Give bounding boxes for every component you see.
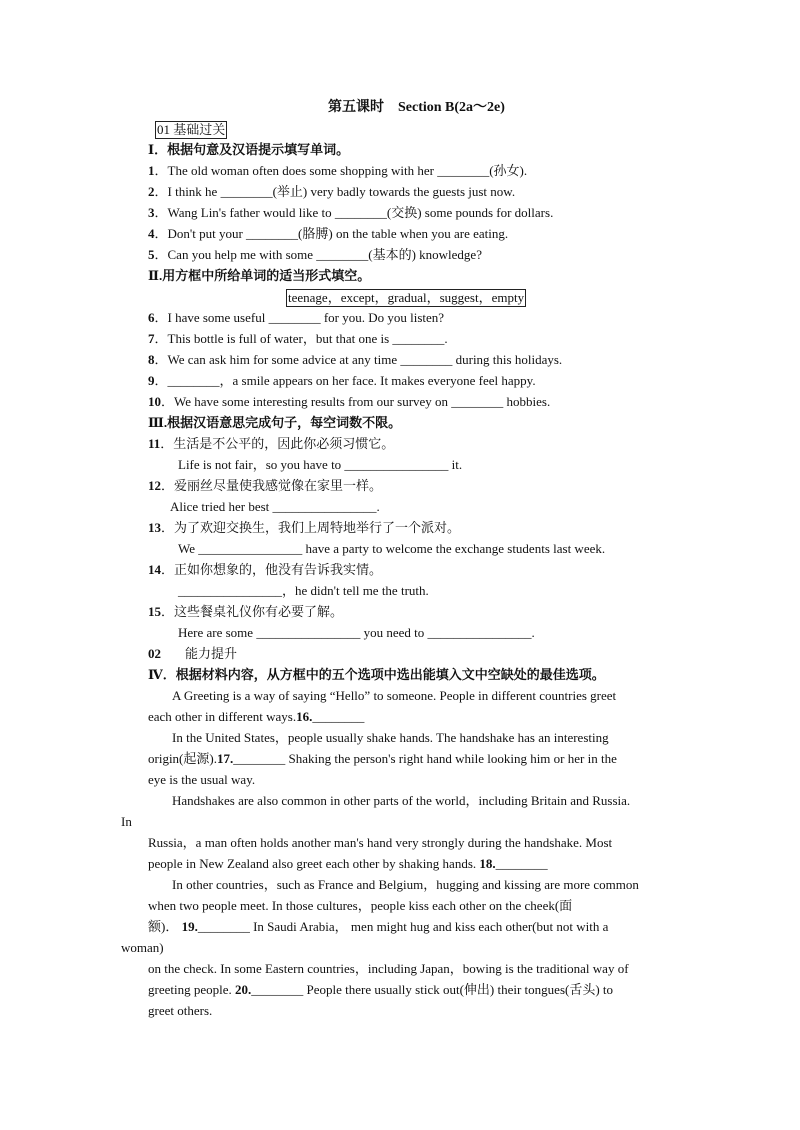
part2-heading: Ⅱ.用方框中所给单词的适当形式填空。 xyxy=(148,268,371,283)
passage-line: greet others. xyxy=(148,1003,213,1018)
passage-line: on the check. In some Eastern countries，including Japan，bowing is the traditional way of xyxy=(148,961,629,976)
question-14-english: ________________，he didn't tell me the truth. xyxy=(178,583,429,598)
blank-number-16: 16. xyxy=(296,709,313,724)
question-14-chinese xyxy=(148,562,382,578)
passage-line: when two people meet. In those cultures，people kiss each other on the cheek(面 xyxy=(148,898,573,913)
question-11-chinese xyxy=(148,436,394,452)
question-5 xyxy=(148,247,482,263)
question-text: ．We can ask him for some advice at any time ________ during this holidays. xyxy=(154,352,563,367)
passage-text: origin(起源). xyxy=(148,751,217,766)
question-number: 15 xyxy=(148,604,161,619)
section-01-label: 01 基础过关 xyxy=(157,122,226,137)
question-10 xyxy=(148,394,550,410)
question-number: 13 xyxy=(148,520,161,535)
passage-line xyxy=(148,919,608,935)
question-number: 8 xyxy=(148,352,155,367)
question-number: 4 xyxy=(148,226,155,241)
question-number: 9 xyxy=(148,373,155,388)
question-13-english: We ________________ have a party to welcome the exchange students last week. xyxy=(178,541,606,556)
question-9 xyxy=(148,373,536,389)
passage-text: greeting people. xyxy=(148,982,235,997)
question-13-chinese xyxy=(148,520,460,536)
question-text: ．This bottle is full of water，but that one is ________. xyxy=(154,331,448,346)
question-text: ．I have some useful ________ for you. Do you listen? xyxy=(154,310,445,325)
passage-text: In Saudi Arabia， men might hug and kiss each other(but not with a xyxy=(249,919,609,934)
answer-blank: ________ xyxy=(312,709,365,724)
question-15-english: Here are some ________________ you need to ________________. xyxy=(178,625,535,640)
question-12-chinese xyxy=(148,478,382,494)
question-6 xyxy=(148,310,444,326)
question-chinese: ．这些餐桌礼仪你有必要了解。 xyxy=(161,604,344,619)
question-text: ．Can you help me with some ________(基本的) knowledge? xyxy=(154,247,482,262)
passage-line xyxy=(148,982,613,998)
passage-text: Shaking the person's right hand while looking him or her in the xyxy=(285,751,617,766)
passage-line: Russia，a man often holds another man's hand very strongly during the handshake. Most xyxy=(148,835,613,850)
question-12-english: Alice tried her best ________________. xyxy=(170,499,380,514)
question-number: 11 xyxy=(148,436,161,451)
question-number: 10 xyxy=(148,394,161,409)
page-title: 第五课时 Section B(2a～2e) xyxy=(328,100,505,115)
question-3 xyxy=(148,205,553,221)
question-2 xyxy=(148,184,515,200)
passage-text: 额)． xyxy=(148,919,182,934)
blank-number-18: 18. xyxy=(479,856,496,871)
passage-text: people in New Zealand also greet each other by shaking hands. xyxy=(148,856,480,871)
blank-number-20: 20. xyxy=(235,982,252,997)
passage-line: woman) xyxy=(121,940,164,955)
question-text: ．________，a smile appears on her face. It makes everyone feel happy. xyxy=(154,373,536,388)
section-02-label xyxy=(148,646,237,662)
question-text: ．I think he ________(举止) very badly towards the guests just now. xyxy=(154,184,516,199)
question-text: ．The old woman often does some shopping with her ________(孙女). xyxy=(154,163,528,178)
word-box: teenage，except，gradual，suggest，empty xyxy=(288,290,525,305)
question-text: ．Wang Lin's father would like to ________(交换) some pounds for dollars. xyxy=(154,205,554,220)
section-02-text: 能力提升 xyxy=(185,646,238,661)
question-number: 12 xyxy=(148,478,161,493)
passage-line xyxy=(148,709,364,725)
question-number: 2 xyxy=(148,184,155,199)
question-number: 7 xyxy=(148,331,155,346)
passage-text: each other in different ways. xyxy=(148,709,297,724)
question-chinese: ．为了欢迎交换生，我们上周特地举行了一个派对。 xyxy=(161,520,461,535)
question-15-chinese xyxy=(148,604,343,620)
passage-text: People there usually stick out(伸出) their tongues(舌头) to xyxy=(303,982,614,997)
part4-heading: Ⅳ．根据材料内容，从方框中的五个选项中选出能填入文中空缺处的最佳选项。 xyxy=(148,667,605,682)
question-number: 14 xyxy=(148,562,161,577)
question-number: 5 xyxy=(148,247,155,262)
question-number: 1 xyxy=(148,163,155,178)
passage-line: In xyxy=(121,814,132,829)
question-11-english: Life is not fair，so you have to ________________ it. xyxy=(178,457,463,472)
passage-line xyxy=(148,751,617,767)
answer-blank: ________ xyxy=(233,751,286,766)
question-chinese: ．生活是不公平的，因此你必须习惯它。 xyxy=(160,436,395,451)
question-4 xyxy=(148,226,508,242)
passage-line: Handshakes are also common in other parts of the world，including Britain and Russia. xyxy=(172,793,631,808)
passage-line: In the United States，people usually shake hands. The handshake has an interesting xyxy=(172,730,609,745)
passage-line: eye is the usual way. xyxy=(148,772,256,787)
question-chinese: ．爱丽丝尽量使我感觉像在家里一样。 xyxy=(161,478,383,493)
question-text: ．Don't put your ________(胳膊) on the table when you are eating. xyxy=(154,226,509,241)
part1-heading: Ⅰ．根据句意及汉语提示填写单词。 xyxy=(148,142,350,157)
question-chinese: ．正如你想象的，他没有告诉我实情。 xyxy=(161,562,383,577)
blank-number-19: 19. xyxy=(181,919,198,934)
answer-blank: ________ xyxy=(251,982,304,997)
passage-line: A Greeting is a way of saying “Hello” to someone. People in different countries greet xyxy=(172,688,617,703)
passage-line xyxy=(148,856,548,872)
answer-blank: ________ xyxy=(197,919,250,934)
question-number: 6 xyxy=(148,310,155,325)
answer-blank: ________ xyxy=(495,856,548,871)
part3-heading: Ⅲ.根据汉语意思完成句子，每空词数不限。 xyxy=(148,415,402,430)
question-text: ．We have some interesting results from our survey on ________ hobbies. xyxy=(161,394,551,409)
question-8 xyxy=(148,352,562,368)
passage-line: In other countries，such as France and Belgium，hugging and kissing are more common xyxy=(172,877,639,892)
question-number: 3 xyxy=(148,205,155,220)
question-1 xyxy=(148,163,527,179)
blank-number-17: 17. xyxy=(216,751,234,766)
question-7 xyxy=(148,331,448,347)
section-02-number: 02 xyxy=(148,646,161,661)
